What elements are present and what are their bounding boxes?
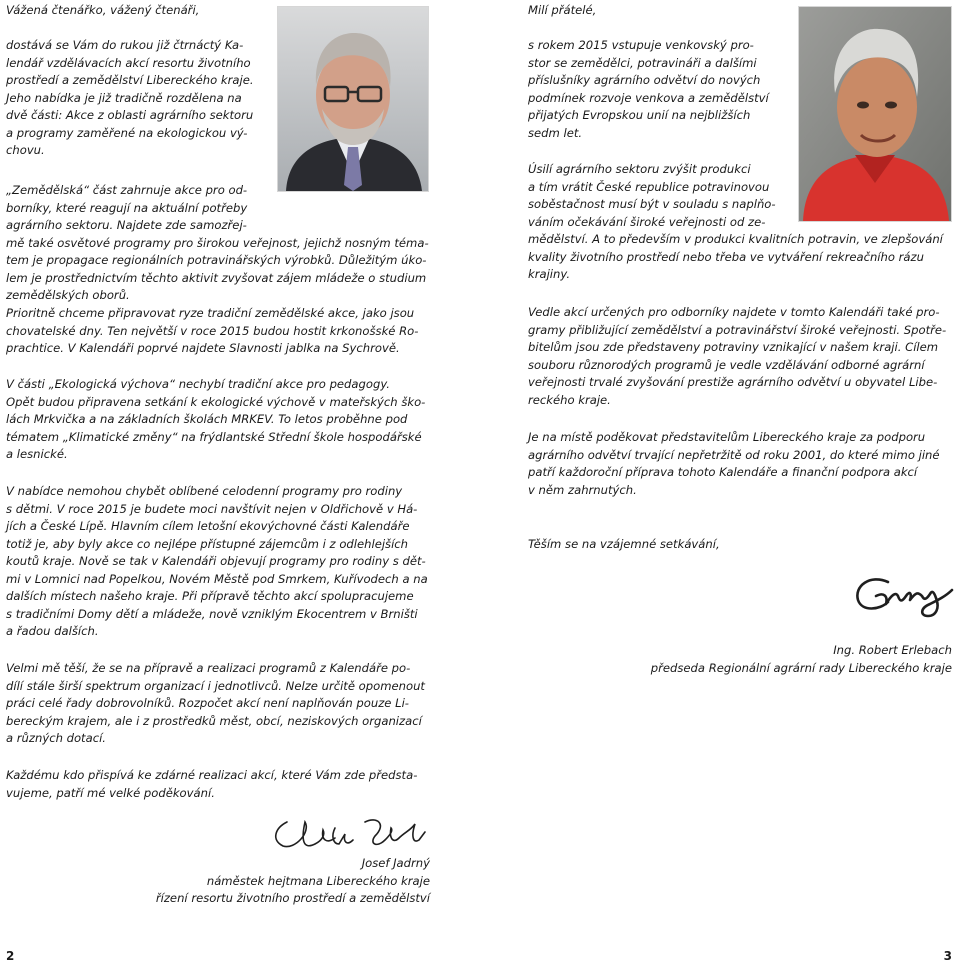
right-closing-paragraph [528,536,952,554]
text-line: mi v Lomnici nad Popelkou, Novém Městě pod Smrkem, Kuřívodech a na [6,571,428,586]
text-line: a lesnické. [6,447,68,461]
text-line: přijatých Evropskou unií na nejbližších [528,108,751,122]
text-line: Velmi mě těší, že se na přípravě a realizaci programů z Kalendáře po- [6,661,411,675]
text-line: V části „Ekologická výchova“ nechybí tradiční akce pro pedagogy. [6,377,390,391]
text-line: totiž je, aby byly akce co nejlépe přístupné zájemcům i z odlehlejších [6,536,409,551]
text-line: chovu. [6,143,45,157]
text-line: reckého kraje. [528,392,611,407]
text-line: jích a České Lípě. Hlavním cílem letošní ekovýchovné části Kalendáře [6,519,410,533]
text-line: dvě části: Akce z oblasti agrárního sektoru [6,108,254,122]
text-line: Jeho nabídka je již tradičně rozdělena na [6,90,242,105]
text-line: soběstačnost musí být v souladu s naplňo- [528,197,776,211]
right-signer-role-1: předseda Regionální agrární rady Libereckého kraje [650,660,952,675]
text-line: bereckým krajem, ale i z prostředků měst, obcí, neziskových organizací [6,713,422,728]
text-line: borníky, které reagují na aktuální potřeby [6,200,248,215]
left-tradition-paragraph [6,305,430,358]
right-signer-block [528,642,952,677]
right-intro-paragraph [528,37,793,142]
text-line: stor se zemědělci, potravináři a dalšími [528,55,757,70]
text-line: lendář vzdělávacích akcí resortu životního [6,55,251,70]
text-line: Opět budou připravena setkání k ekologické výchově v mateřských ško- [6,394,426,409]
text-line: Úsilí agrárního sektoru zvýšit produkci [528,162,751,176]
left-agri-paragraph [6,182,430,305]
text-line: s tradičními Domy dětí a mládeže, nově vzniklým Ekocentrem v Brništi [6,606,418,621]
left-signer-role-1: náměstek hejtmana Libereckého kraje [206,873,430,888]
signature-robert-erlebach [848,566,958,620]
text-line: sedm let. [528,125,583,140]
text-line: lem je prostřednictvím těchto aktivit zvyšovat zájem mládeže o studium [6,270,427,285]
left-ecology-paragraph [6,376,430,464]
right-salutation: Milí přátelé, [528,3,597,17]
text-line: dalších místech našeho kraje. Při přípravě těchto akcí spolupracujeme [6,589,414,603]
text-line: dílí stále širší spektrum organizací i jednotlivců. Nelze určitě opomenout [6,678,425,693]
text-line: a řadou dalších. [6,624,99,638]
text-line: prachtice. V Kalendáři poprvé najdete Slavnosti jablka na Sychrově. [6,341,400,355]
text-line: veřejnosti trvalé zvyšování prestiže agrárního odvětví u obyvatel Libe- [528,375,938,389]
left-family-paragraph [6,483,430,641]
text-line: Prioritně chceme připravovat ryze tradiční zemědělské akce, jako jsou [6,306,415,320]
text-line: lách Mrkvička a na základních školách MRKEV. To letos proběhne pod [6,412,408,426]
page-number-left: 2 [6,949,15,963]
text-line: koutů kraje. Nově se tak v Kalendáři objevují programy pro rodiny s dět- [6,554,426,568]
text-line: s rokem 2015 vstupuje venkovský pro- [528,38,754,52]
text-line: tématem „Klimatické změny“ na frýdlantské Střední škole hospodářské [6,429,422,444]
text-line: v něm zahrnutých. [528,482,637,497]
text-line: Každému kdo přispívá ke zdárné realizaci akcí, které Vám zde předsta- [6,768,418,782]
text-line: zemědělských oborů. [6,288,130,302]
text-line: váním očekávání široké veřejnosti od ze- [528,214,766,229]
text-line: „Zemědělská“ část zahrnuje akce pro od- [6,183,248,197]
text-line: s dětmi. V roce 2015 je budete moci navštívit nejen v Oldřichově v Há- [6,501,418,516]
text-line: agrárního odvětví trvající nepřetržitě od roku 2001, do které mimo jiné [528,447,940,462]
left-salutation: Vážená čtenářko, vážený čtenáři, [6,3,200,17]
text-line: příslušníky agrárního odvětví do nových [528,73,761,87]
left-intro-paragraph [6,37,276,160]
text-line: chovatelské dny. Ten největší v roce 2015 budou hostit krkonošské Ro- [6,323,419,338]
right-signer-name: Ing. Robert Erlebach [833,643,952,657]
text-line: patří každoroční příprava tohoto Kalendáře a finanční podpora akcí [528,465,918,479]
left-thanks-paragraph [6,660,430,748]
text-line: a programy zaměřené na ekologickou vý- [6,125,248,140]
text-line: mědělství. A to především v produkci kvalitních potravin, ve zlepšování [528,232,943,246]
text-line: agrárního sektoru. Najdete zde samozřej- [6,218,247,232]
text-line: Vedle akcí určených pro odborníky najdete v tomto Kalendáři také pro- [528,305,940,319]
text-line: krajiny. [528,267,571,281]
right-events-paragraph [528,304,952,409]
text-line: tem je propagace regionálních potravinářských výrobků. Důležitým úko- [6,253,427,267]
text-line: mě také osvětové programy pro širokou veřejnost, jejichž nosným téma- [6,235,429,250]
right-thanks-paragraph [528,429,952,499]
text-line: gramy přibližující zemědělství a potravinářství široké veřejnosti. Spotře- [528,322,947,337]
text-line: vujeme, patří mé velké poděkování. [6,785,215,800]
page-number-right: 3 [943,949,952,963]
text-line: bitelům jsou zde představeny potraviny vznikající v našem kraji. Cílem [528,340,939,354]
left-signer-role-2: řízení resortu životního prostředí a zemědělství [155,891,430,905]
left-closing-paragraph [6,767,430,802]
text-line: a různých dotací. [6,731,106,745]
text-line: podmínek rozvoje venkova a zemědělství [528,90,769,105]
text-line: práci celé řady dobrovolníků. Rozpočet akcí není naplňován pouze Li- [6,696,409,710]
text-line: souboru různorodých programů je vedle vzdělávání odborné agrární [528,357,925,372]
text-line: prostředí a zemědělství Libereckého kraje. [6,73,254,87]
text-line: dostává se Vám do rukou již čtrnáctý Ka- [6,38,244,52]
text-line: Je na místě poděkovat představitelům Libereckého kraje za podporu [528,430,926,444]
portrait-photo-right [798,6,952,222]
left-signer-name: Josef Jadrný [361,856,430,870]
signature-josef-jadrny [265,810,435,858]
text-line: a tím vrátit České republice potravinovou [528,179,770,194]
portrait-photo-left [277,6,429,192]
left-signer-block [6,855,430,908]
text-line: V nabídce nemohou chybět oblíbené celodenní programy pro rodiny [6,484,403,498]
text-line: Těším se na vzájemné setkávání, [528,537,720,551]
text-line: kvality životního prostředí nebo třeba ve vytváření rekreačního rázu [528,249,924,264]
